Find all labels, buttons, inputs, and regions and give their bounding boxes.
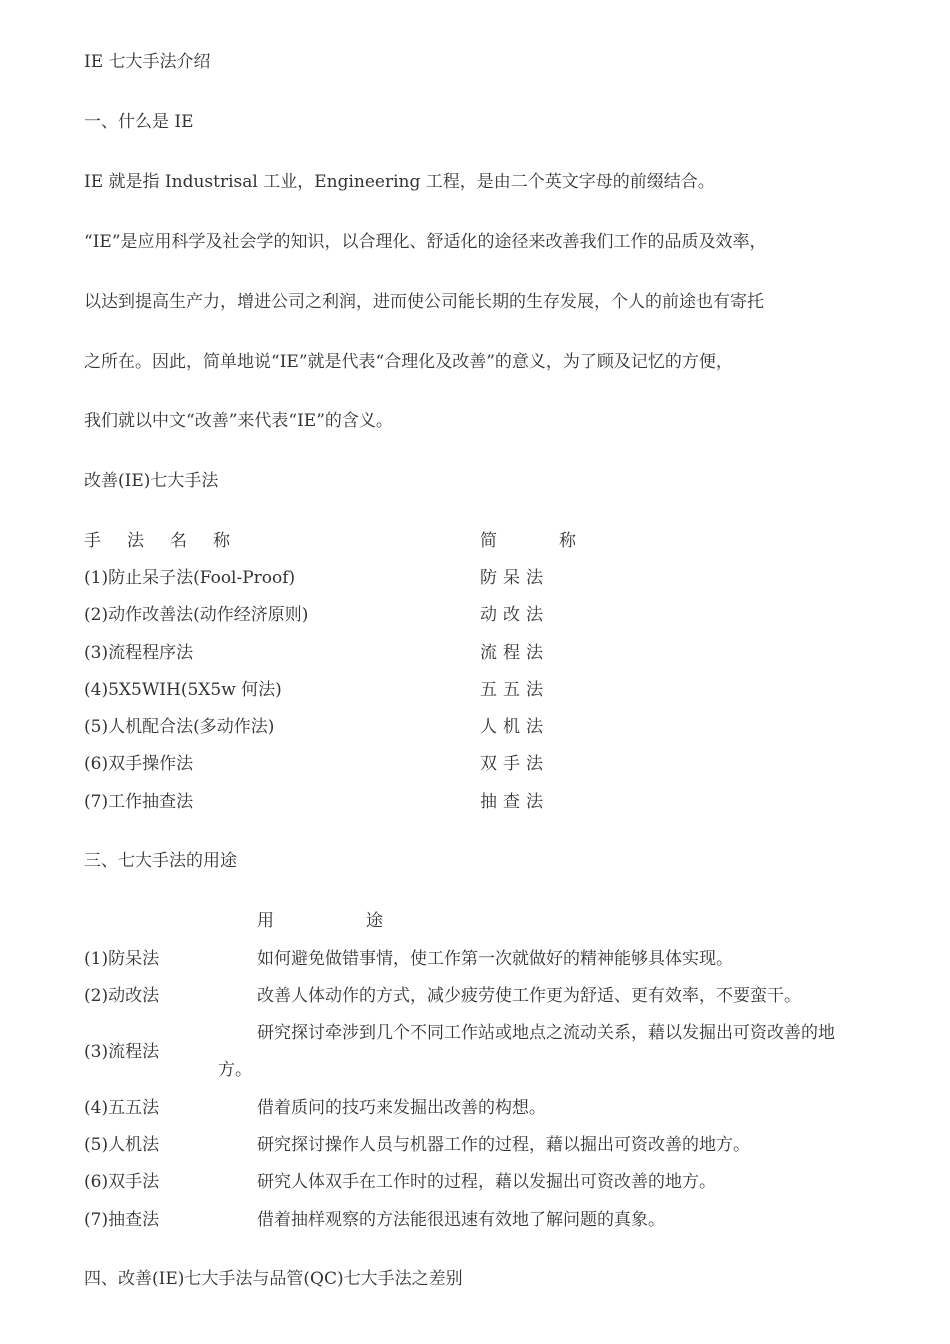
use-description-continued: 方。 — [218, 1060, 252, 1080]
section-heading-ie-vs-qc: 四、改善(IE)七大手法与品管(QC)七大手法之差别 — [84, 1269, 463, 1289]
use-method-name: (5)人机法 — [84, 1135, 160, 1155]
method-name: (1)防止呆子法(Fool-Proof) — [84, 568, 296, 588]
paragraph-line: 以达到提高生产力，增进公司之利润，进而使公司能长期的生存发展，个人的前途也有寄托 — [84, 292, 764, 312]
uses-table-row — [84, 1210, 924, 1230]
ie-definition: IE 就是指 Industrisal 工业，Engineering 工程，是由二个英文字母的前缀结合。 — [84, 172, 715, 192]
methods-table-row — [84, 568, 784, 588]
use-method-name: (1)防呆法 — [84, 949, 160, 969]
section-heading-what-is-ie: 一、什么是 IE — [84, 112, 194, 132]
paragraph-line: “IE”是应用科学及社会学的知识，以合理化、舒适化的途径来改善我们工作的品质及效率， — [84, 232, 767, 252]
method-abbr: 动改法 — [480, 605, 549, 625]
uses-table-row — [84, 986, 924, 1006]
methods-header-abbr: 简称 — [480, 531, 638, 551]
method-abbr: 流程法 — [480, 643, 549, 663]
use-description: 借着抽样观察的方法能很迅速有效地了解问题的真象。 — [257, 1210, 665, 1230]
method-name: (7)工作抽查法 — [84, 792, 194, 812]
methods-table-row — [84, 680, 784, 700]
section-heading-uses: 三、七大手法的用途 — [84, 851, 237, 871]
method-name: (4)5X5WIH(5X5w 何法) — [84, 680, 282, 700]
paragraph-line: 之所在。因此，简单地说“IE”就是代表“合理化及改善”的意义，为了顾及记忆的方便， — [84, 352, 733, 372]
methods-table-row — [84, 605, 784, 625]
methods-table-row — [84, 717, 784, 737]
uses-table-row — [84, 1172, 924, 1192]
use-method-name: (6)双手法 — [84, 1172, 160, 1192]
method-name: (3)流程程序法 — [84, 643, 194, 663]
uses-table-header: 用途 — [257, 911, 475, 931]
method-name: (5)人机配合法(多动作法) — [84, 717, 275, 737]
method-abbr: 五五法 — [480, 680, 549, 700]
uses-table-row — [84, 1023, 924, 1081]
use-description: 如何避免做错事情，使工作第一次就做好的精神能够具体实现。 — [257, 949, 733, 969]
use-description: 改善人体动作的方式，减少疲劳使工作更为舒适、更有效率，不要蛮干。 — [257, 986, 801, 1006]
method-abbr: 防呆法 — [480, 568, 549, 588]
methods-table-row — [84, 754, 784, 774]
use-description: 研究人体双手在工作时的过程，藉以发掘出可资改善的地方。 — [257, 1172, 716, 1192]
use-description: 借着质问的技巧来发掘出改善的构想。 — [257, 1098, 546, 1118]
paragraph-line: 我们就以中文“改善”来代表“IE”的含义。 — [84, 411, 393, 431]
use-description: 研究探讨操作人员与机器工作的过程，藉以掘出可资改善的地方。 — [257, 1135, 750, 1155]
method-abbr: 双手法 — [480, 754, 549, 774]
use-method-name: (7)抽查法 — [84, 1210, 160, 1230]
uses-table-row — [84, 949, 924, 969]
method-name: (2)动作改善法(动作经济原则) — [84, 605, 309, 625]
use-method-name: (2)动改法 — [84, 986, 160, 1006]
methods-table-row — [84, 792, 784, 812]
methods-header-name: 手法名称 — [84, 531, 256, 551]
method-name: (6)双手操作法 — [84, 754, 194, 774]
methods-table-header — [84, 531, 784, 551]
use-description: 研究探讨牵涉到几个不同工作站或地点之流动关系，藉以发掘出可资改善的地 — [257, 1023, 835, 1043]
use-method-name: (3)流程法 — [84, 1042, 160, 1062]
uses-table-row — [84, 1135, 924, 1155]
method-abbr: 人机法 — [480, 717, 549, 737]
methods-table-row — [84, 643, 784, 663]
section-heading-seven-methods: 改善(IE)七大手法 — [84, 471, 219, 491]
method-abbr: 抽查法 — [480, 792, 549, 812]
use-method-name: (4)五五法 — [84, 1098, 160, 1118]
uses-table-row — [84, 1098, 924, 1118]
doc-title: IE 七大手法介绍 — [84, 52, 211, 72]
